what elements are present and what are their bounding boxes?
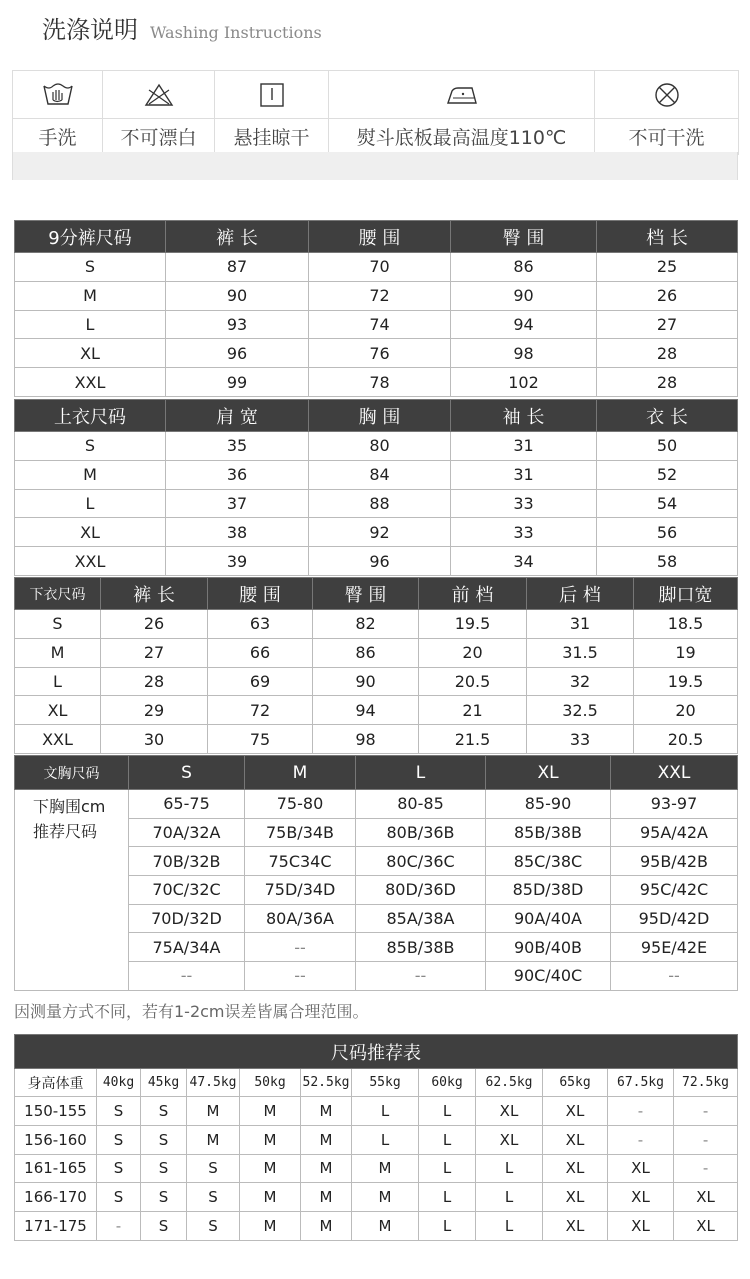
washing-label: 不可干洗 xyxy=(595,119,739,155)
table-cell: 69 xyxy=(208,667,313,696)
washing-divider xyxy=(12,152,738,180)
table-cell: S xyxy=(97,1097,141,1126)
column-header: 9分裤尺码 xyxy=(15,221,166,253)
table-cell: 54 xyxy=(597,489,738,518)
table-cell: 85D/38D xyxy=(486,876,611,905)
table-cell: L xyxy=(476,1154,543,1183)
table-cell: 70C/32C xyxy=(129,876,245,905)
table-cell: 84 xyxy=(309,460,451,489)
table-cell: 80B/36B xyxy=(356,818,486,847)
table-cell: 20.5 xyxy=(419,667,527,696)
table-cell: - xyxy=(608,1097,674,1126)
table-cell: XL xyxy=(15,339,166,368)
table-cell: 30 xyxy=(101,725,208,754)
table-cell: 33 xyxy=(451,518,597,547)
table-cell: 33 xyxy=(451,489,597,518)
table-cell: L xyxy=(352,1125,419,1154)
column-header: 裤 长 xyxy=(101,578,208,610)
table-cell: 21.5 xyxy=(419,725,527,754)
washing-table xyxy=(12,70,739,155)
weight-header: 67.5kg xyxy=(608,1069,674,1097)
weight-header: 62.5kg xyxy=(476,1069,543,1097)
no-bleach-icon-cell xyxy=(103,71,215,119)
table-cell: XL xyxy=(543,1154,608,1183)
table-cell: M xyxy=(301,1154,352,1183)
column-header: 臀 围 xyxy=(451,221,597,253)
table-cell: 56 xyxy=(597,518,738,547)
table-cell: L xyxy=(352,1097,419,1126)
table-cell: 96 xyxy=(166,339,309,368)
table-cell: S xyxy=(15,610,101,639)
table-cell: XL xyxy=(543,1125,608,1154)
table-cell: 35 xyxy=(166,432,309,461)
table-cell: 28 xyxy=(597,368,738,397)
table-cell: S xyxy=(97,1154,141,1183)
table-row xyxy=(15,1097,738,1126)
table-cell: XL xyxy=(476,1097,543,1126)
column-header: L xyxy=(356,756,486,790)
height-label: 161-165 xyxy=(15,1154,97,1183)
table-cell: 75-80 xyxy=(245,790,356,819)
table-row xyxy=(15,368,738,397)
table-cell: XXL xyxy=(15,368,166,397)
table-cell: L xyxy=(419,1154,476,1183)
weight-header: 72.5kg xyxy=(674,1069,738,1097)
table-cell: 28 xyxy=(101,667,208,696)
table-cell: 85B/38B xyxy=(486,818,611,847)
table-cell: 70D/32D xyxy=(129,904,245,933)
table-cell: XL xyxy=(15,518,166,547)
table-cell: 95E/42E xyxy=(611,933,738,962)
table-cell: 90 xyxy=(313,667,419,696)
table-cell: 94 xyxy=(313,696,419,725)
table-cell: M xyxy=(15,460,166,489)
weight-header: 60kg xyxy=(419,1069,476,1097)
table-cell: 58 xyxy=(597,547,738,576)
table-cell: 95A/42A xyxy=(611,818,738,847)
iron-icon-cell xyxy=(329,71,595,119)
table-cell: M xyxy=(301,1125,352,1154)
table-cell: L xyxy=(476,1212,543,1241)
table-cell: 26 xyxy=(101,610,208,639)
pants-size-table xyxy=(14,220,738,397)
table-cell: 38 xyxy=(166,518,309,547)
table-cell: 85C/38C xyxy=(486,847,611,876)
table-cell: L xyxy=(419,1125,476,1154)
table-cell: L xyxy=(419,1183,476,1212)
table-row xyxy=(15,610,738,639)
table-cell: 85A/38A xyxy=(356,904,486,933)
table-cell: 95B/42B xyxy=(611,847,738,876)
table-row xyxy=(15,310,738,339)
column-header: 下衣尺码 xyxy=(15,578,101,610)
hang-dry-icon xyxy=(215,82,328,108)
table-cell: S xyxy=(141,1212,187,1241)
table-cell: - xyxy=(674,1154,738,1183)
table-cell: - xyxy=(674,1125,738,1154)
table-cell: S xyxy=(141,1154,187,1183)
iron-icon xyxy=(329,84,594,106)
table-cell: 98 xyxy=(313,725,419,754)
table-row xyxy=(15,432,738,461)
table-row xyxy=(15,638,738,667)
column-header: 后 档 xyxy=(527,578,634,610)
table-row xyxy=(15,253,738,282)
table-cell: M xyxy=(352,1154,419,1183)
table-cell: 19.5 xyxy=(634,667,738,696)
table-cell: 85-90 xyxy=(486,790,611,819)
table-cell: -- xyxy=(245,933,356,962)
column-header: 腰 围 xyxy=(208,578,313,610)
table-cell: 19 xyxy=(634,638,738,667)
table-cell: L xyxy=(15,310,166,339)
table-cell: 88 xyxy=(309,489,451,518)
table-cell: S xyxy=(141,1183,187,1212)
height-label: 150-155 xyxy=(15,1097,97,1126)
column-header: 肩 宽 xyxy=(166,400,309,432)
column-header: 档 长 xyxy=(597,221,738,253)
table-cell: 70A/32A xyxy=(129,818,245,847)
table-cell: 26 xyxy=(597,281,738,310)
table-row xyxy=(15,1125,738,1154)
table-cell: L xyxy=(15,489,166,518)
table-cell: XL xyxy=(608,1154,674,1183)
table-cell: 93 xyxy=(166,310,309,339)
table-row xyxy=(15,339,738,368)
table-cell: 90C/40C xyxy=(486,962,611,991)
table-row xyxy=(15,489,738,518)
table-cell: 32 xyxy=(527,667,634,696)
weight-header: 47.5kg xyxy=(187,1069,240,1097)
column-header: M xyxy=(245,756,356,790)
table-cell: - xyxy=(97,1212,141,1241)
table-cell: M xyxy=(352,1212,419,1241)
table-cell: XXL xyxy=(15,725,101,754)
table-cell: XL xyxy=(543,1183,608,1212)
table-cell: S xyxy=(141,1097,187,1126)
table-cell: 80-85 xyxy=(356,790,486,819)
table-cell: XL xyxy=(674,1183,738,1212)
table-row xyxy=(15,1212,738,1241)
table-cell: 90 xyxy=(451,281,597,310)
table-cell: 18.5 xyxy=(634,610,738,639)
recommendation-title: 尺码推荐表 xyxy=(15,1035,738,1069)
table-cell: -- xyxy=(129,962,245,991)
table-cell: M xyxy=(301,1097,352,1126)
column-header: 胸 围 xyxy=(309,400,451,432)
table-cell: M xyxy=(15,638,101,667)
table-cell: 25 xyxy=(597,253,738,282)
table-cell: 70B/32B xyxy=(129,847,245,876)
table-cell: 86 xyxy=(451,253,597,282)
hang-dry-icon-cell xyxy=(215,71,329,119)
table-cell: M xyxy=(301,1183,352,1212)
table-cell: XXL xyxy=(15,547,166,576)
table-cell: - xyxy=(608,1125,674,1154)
header-row xyxy=(15,578,738,610)
table-cell: 27 xyxy=(597,310,738,339)
table-cell: XL xyxy=(15,696,101,725)
weight-header: 52.5kg xyxy=(301,1069,352,1097)
table-cell: -- xyxy=(611,962,738,991)
column-header: XL xyxy=(486,756,611,790)
table-cell: S xyxy=(187,1212,240,1241)
table-cell: -- xyxy=(245,962,356,991)
table-cell: S xyxy=(141,1125,187,1154)
table-cell: 39 xyxy=(166,547,309,576)
washing-label: 熨斗底板最高温度110℃ xyxy=(329,119,595,155)
table-cell: 50 xyxy=(597,432,738,461)
table-cell: 75D/34D xyxy=(245,876,356,905)
column-header: 裤 长 xyxy=(166,221,309,253)
bra-row-label xyxy=(15,790,129,991)
table-cell: 96 xyxy=(309,547,451,576)
table-cell: 90A/40A xyxy=(486,904,611,933)
weight-header: 40kg xyxy=(97,1069,141,1097)
table-row xyxy=(15,547,738,576)
table-cell: 65-75 xyxy=(129,790,245,819)
table-cell: 85B/38B xyxy=(356,933,486,962)
washing-title xyxy=(42,10,322,44)
table-cell: 52 xyxy=(597,460,738,489)
hand-wash-icon xyxy=(13,82,102,108)
table-cell: 102 xyxy=(451,368,597,397)
column-header: 腰 围 xyxy=(309,221,451,253)
weight-header: 45kg xyxy=(141,1069,187,1097)
column-header: XXL xyxy=(611,756,738,790)
table-row xyxy=(15,1183,738,1212)
washing-title-zh: 洗涤说明 xyxy=(42,16,138,44)
table-cell: 82 xyxy=(313,610,419,639)
table-cell: XL xyxy=(543,1212,608,1241)
table-cell: 36 xyxy=(166,460,309,489)
table-cell: M xyxy=(240,1154,301,1183)
table-cell: M xyxy=(352,1183,419,1212)
table-cell: S xyxy=(97,1125,141,1154)
column-header: 文胸尺码 xyxy=(15,756,129,790)
washing-label: 手洗 xyxy=(13,119,103,155)
table-row xyxy=(15,518,738,547)
table-cell: 80A/36A xyxy=(245,904,356,933)
corner-label: 身高体重 xyxy=(15,1069,97,1097)
table-cell: 76 xyxy=(309,339,451,368)
table-cell: 31.5 xyxy=(527,638,634,667)
table-cell: S xyxy=(15,432,166,461)
weight-header: 55kg xyxy=(352,1069,419,1097)
height-label: 166-170 xyxy=(15,1183,97,1212)
table-cell: 90B/40B xyxy=(486,933,611,962)
height-label: 171-175 xyxy=(15,1212,97,1241)
column-header: 脚口宽 xyxy=(634,578,738,610)
table-cell: 80 xyxy=(309,432,451,461)
table-cell: - xyxy=(674,1097,738,1126)
table-cell: L xyxy=(419,1212,476,1241)
table-cell: S xyxy=(15,253,166,282)
table-cell: M xyxy=(15,281,166,310)
title-row xyxy=(15,1035,738,1069)
table-cell: 75B/34B xyxy=(245,818,356,847)
top-size-table xyxy=(14,399,738,576)
table-cell: 86 xyxy=(313,638,419,667)
table-row xyxy=(15,725,738,754)
table-cell: 93-97 xyxy=(611,790,738,819)
table-cell: XL xyxy=(674,1212,738,1241)
weight-header-row xyxy=(15,1069,738,1097)
table-cell: M xyxy=(240,1097,301,1126)
table-cell: XL xyxy=(476,1125,543,1154)
table-row xyxy=(15,281,738,310)
column-header: 袖 长 xyxy=(451,400,597,432)
table-cell: -- xyxy=(356,962,486,991)
table-cell: 95C/42C xyxy=(611,876,738,905)
table-cell: M xyxy=(240,1125,301,1154)
table-cell: 31 xyxy=(527,610,634,639)
table-cell: 99 xyxy=(166,368,309,397)
table-cell: XL xyxy=(543,1097,608,1126)
column-header: S xyxy=(129,756,245,790)
table-cell: 75C34C xyxy=(245,847,356,876)
table-cell: M xyxy=(187,1097,240,1126)
table-row xyxy=(15,460,738,489)
table-cell: 37 xyxy=(166,489,309,518)
table-cell: 75A/34A xyxy=(129,933,245,962)
bra-size-table xyxy=(14,755,738,991)
header-row xyxy=(15,756,738,790)
table-cell: 66 xyxy=(208,638,313,667)
table-cell: XL xyxy=(608,1212,674,1241)
table-cell: 31 xyxy=(451,460,597,489)
table-row xyxy=(15,696,738,725)
table-cell: M xyxy=(187,1125,240,1154)
column-header: 上衣尺码 xyxy=(15,400,166,432)
table-cell: S xyxy=(97,1183,141,1212)
no-dry-clean-icon xyxy=(595,81,738,109)
column-header: 前 档 xyxy=(419,578,527,610)
table-cell: 34 xyxy=(451,547,597,576)
table-cell: M xyxy=(301,1212,352,1241)
bottom-size-table xyxy=(14,577,738,754)
header-row xyxy=(15,221,738,253)
table-cell: 31 xyxy=(451,432,597,461)
washing-label: 不可漂白 xyxy=(103,119,215,155)
table-cell: 20.5 xyxy=(634,725,738,754)
table-cell: 20 xyxy=(419,638,527,667)
weight-header: 50kg xyxy=(240,1069,301,1097)
size-recommendation-table xyxy=(14,1034,738,1241)
table-cell: L xyxy=(15,667,101,696)
table-cell: 80C/36C xyxy=(356,847,486,876)
table-cell: 92 xyxy=(309,518,451,547)
table-cell: 94 xyxy=(451,310,597,339)
no-dry-clean-icon-cell xyxy=(595,71,739,119)
table-cell: 74 xyxy=(309,310,451,339)
table-row xyxy=(15,790,738,819)
table-cell: M xyxy=(240,1212,301,1241)
table-cell: S xyxy=(187,1154,240,1183)
weight-header: 65kg xyxy=(543,1069,608,1097)
table-cell: XL xyxy=(608,1183,674,1212)
washing-title-en: Washing Instructions xyxy=(150,23,322,42)
table-cell: 63 xyxy=(208,610,313,639)
recommended-size-label: 推荐尺码 xyxy=(33,822,98,841)
table-cell: 27 xyxy=(101,638,208,667)
table-cell: 32.5 xyxy=(527,696,634,725)
table-cell: L xyxy=(476,1183,543,1212)
table-cell: 29 xyxy=(101,696,208,725)
table-cell: S xyxy=(187,1183,240,1212)
table-cell: 70 xyxy=(309,253,451,282)
table-cell: L xyxy=(419,1097,476,1126)
underbust-label: 下胸围cm xyxy=(33,797,106,816)
table-cell: 19.5 xyxy=(419,610,527,639)
table-cell: 72 xyxy=(208,696,313,725)
header-row xyxy=(15,400,738,432)
table-row xyxy=(15,667,738,696)
hand-wash-icon-cell xyxy=(13,71,103,119)
table-cell: 80D/36D xyxy=(356,876,486,905)
table-cell: 33 xyxy=(527,725,634,754)
table-cell: 98 xyxy=(451,339,597,368)
table-cell: 28 xyxy=(597,339,738,368)
table-cell: 95D/42D xyxy=(611,904,738,933)
table-cell: 72 xyxy=(309,281,451,310)
table-cell: 78 xyxy=(309,368,451,397)
table-row xyxy=(15,1154,738,1183)
height-label: 156-160 xyxy=(15,1125,97,1154)
washing-label: 悬挂晾干 xyxy=(215,119,329,155)
column-header: 衣 长 xyxy=(597,400,738,432)
table-cell: 21 xyxy=(419,696,527,725)
column-header: 臀 围 xyxy=(313,578,419,610)
measurement-note: 因测量方式不同，若有1-2cm误差皆属合理范围。 xyxy=(14,1002,369,1021)
table-cell: M xyxy=(240,1183,301,1212)
table-cell: 20 xyxy=(634,696,738,725)
table-cell: 87 xyxy=(166,253,309,282)
table-cell: 75 xyxy=(208,725,313,754)
no-bleach-icon xyxy=(103,82,214,108)
table-cell: 90 xyxy=(166,281,309,310)
